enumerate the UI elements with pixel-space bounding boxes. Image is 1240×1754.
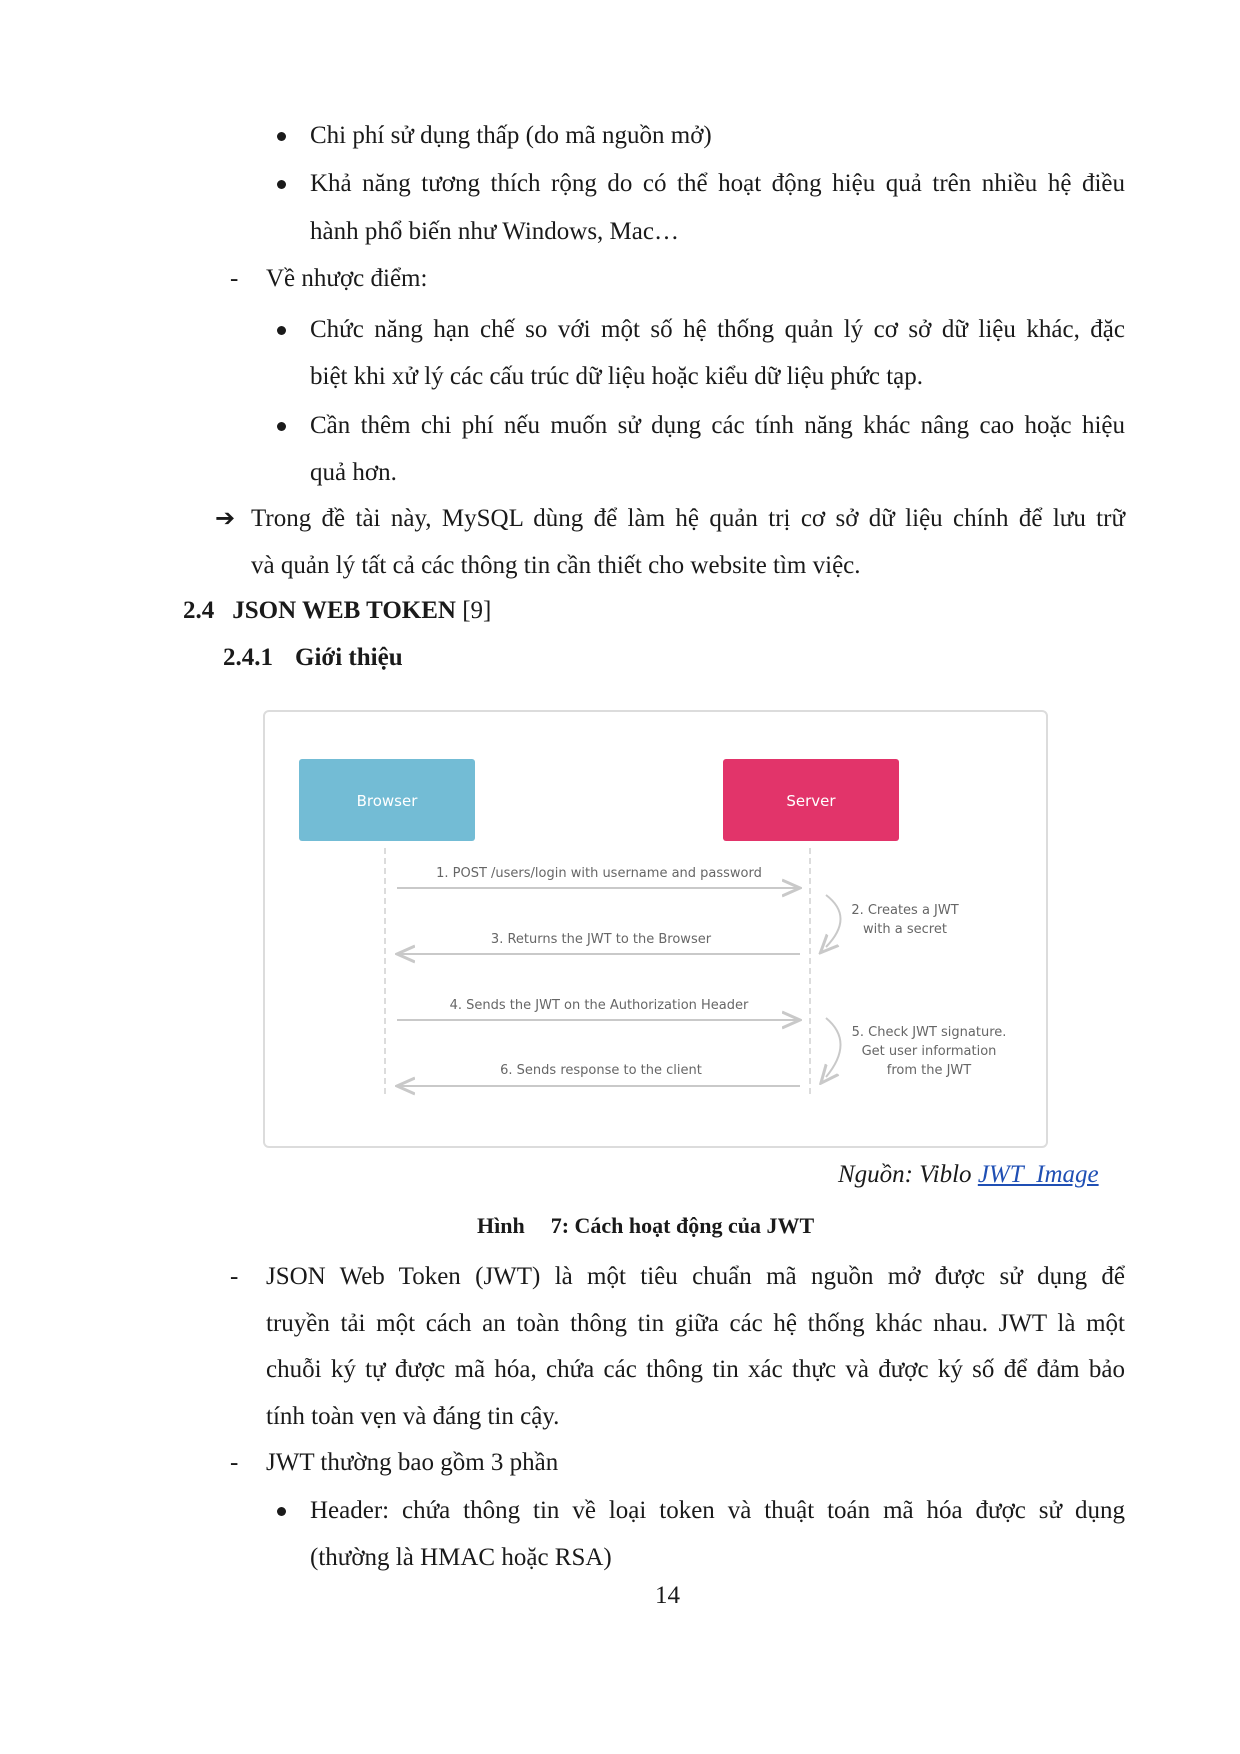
step-2-label-line-2: with a secret — [863, 922, 947, 937]
bullet-limited-line-1: Chức năng hạn chế so với một số hệ thống quản lý cơ sở dữ liệu khác, đặc — [310, 316, 1125, 343]
step-6-label: 6. Sends response to the client — [500, 1063, 702, 1078]
disadvantage-heading: Về nhược điểm: — [266, 265, 428, 292]
bullet-marker — [277, 132, 286, 141]
caption-text: 7: Cách hoạt động của JWT — [550, 1213, 815, 1238]
arrow-right-icon: ➔ — [215, 504, 236, 532]
conclusion-line-2: và quản lý tất cả các thông tin cần thiết cho website tìm việc. — [251, 552, 861, 579]
step-2-curve — [826, 895, 841, 947]
caption-label: Hình — [477, 1213, 525, 1238]
step-3-label: 3. Returns the JWT to the Browser — [490, 932, 712, 947]
bullet-compatibility-line-1: Khả năng tương thích rộng do có thể hoạt động hiệu quả trên nhiều hệ điều — [310, 170, 1125, 197]
step-5-label-line-2: Get user information — [861, 1044, 997, 1059]
bullet-marker — [277, 1507, 286, 1516]
jwt-flow-figure — [263, 710, 1048, 1148]
jwt-definition-line-4: tính toàn vẹn và đáng tin cậy. — [266, 1403, 560, 1430]
jwt-definition-line-1: JSON Web Token (JWT) là một tiêu chuẩn mã nguồn mở được sử dụng để — [266, 1263, 1125, 1290]
page-number: 14 — [655, 1582, 680, 1609]
server-label: Server — [786, 792, 836, 810]
section-title: JSON WEB TOKEN — [232, 597, 456, 624]
step-5-label-line-1: 5. Check JWT signature. — [851, 1025, 1007, 1040]
bullet-cost-line-2: quả hơn. — [310, 459, 397, 486]
figure-caption — [477, 1211, 814, 1241]
jwt-parts-intro: JWT thường bao gồm 3 phần — [266, 1449, 559, 1476]
step-4-label: 4. Sends the JWT on the Authorization Header — [449, 998, 749, 1013]
jwt-definition-line-2: truyền tải một cách an toàn thông tin giữa các hệ thống khác nhau. JWT là một — [266, 1310, 1125, 1337]
header-part-line-1: Header: chứa thông tin về loại token và thuật toán mã hóa được sử dụng — [310, 1497, 1125, 1524]
subsection-number: 2.4.1 — [223, 644, 273, 671]
section-citation: [9] — [462, 597, 492, 624]
step-2-label-line-1: 2. Creates a JWT — [851, 903, 959, 918]
conclusion-line-1: Trong đề tài này, MySQL dùng để làm hệ quản trị cơ sở dữ liệu chính để lưu trữ — [251, 505, 1125, 532]
step-5-label-line-3: from the JWT — [886, 1063, 972, 1078]
source-link[interactable]: JWT_Image — [977, 1161, 1099, 1188]
dash-marker: - — [230, 1263, 239, 1290]
bullet-cost-line-1: Cần thêm chi phí nếu muốn sử dụng các tính năng khác nâng cao hoặc hiệu — [310, 412, 1125, 439]
bullet-marker — [277, 326, 286, 335]
bullet-marker — [277, 180, 286, 189]
section-number: 2.4 — [183, 597, 215, 624]
header-part-line-2: (thường là HMAC hoặc RSA) — [310, 1544, 612, 1571]
jwt-sequence-diagram — [265, 712, 1046, 1146]
subsection-heading — [223, 643, 403, 673]
bullet-compatibility-line-2: hành phổ biến như Windows, Mac… — [310, 218, 679, 245]
bullet-low-cost: Chi phí sử dụng thấp (do mã nguồn mở) — [310, 122, 712, 149]
bullet-marker — [277, 422, 286, 431]
browser-label: Browser — [356, 792, 418, 810]
jwt-definition-line-3: chuỗi ký tự được mã hóa, chứa các thông tin xác thực và được ký số để đảm bảo — [266, 1356, 1125, 1383]
step-5-curve — [826, 1018, 841, 1077]
subsection-title: Giới thiệu — [295, 644, 403, 671]
source-label: Nguồn: Viblo — [838, 1161, 972, 1188]
figure-source — [838, 1160, 1099, 1190]
dash-marker: - — [230, 265, 239, 292]
step-1-label: 1. POST /users/login with username and password — [436, 866, 762, 881]
section-heading — [183, 596, 491, 626]
bullet-limited-line-2: biệt khi xử lý các cấu trúc dữ liệu hoặc kiểu dữ liệu phức tạp. — [310, 363, 924, 390]
dash-marker: - — [230, 1449, 239, 1476]
